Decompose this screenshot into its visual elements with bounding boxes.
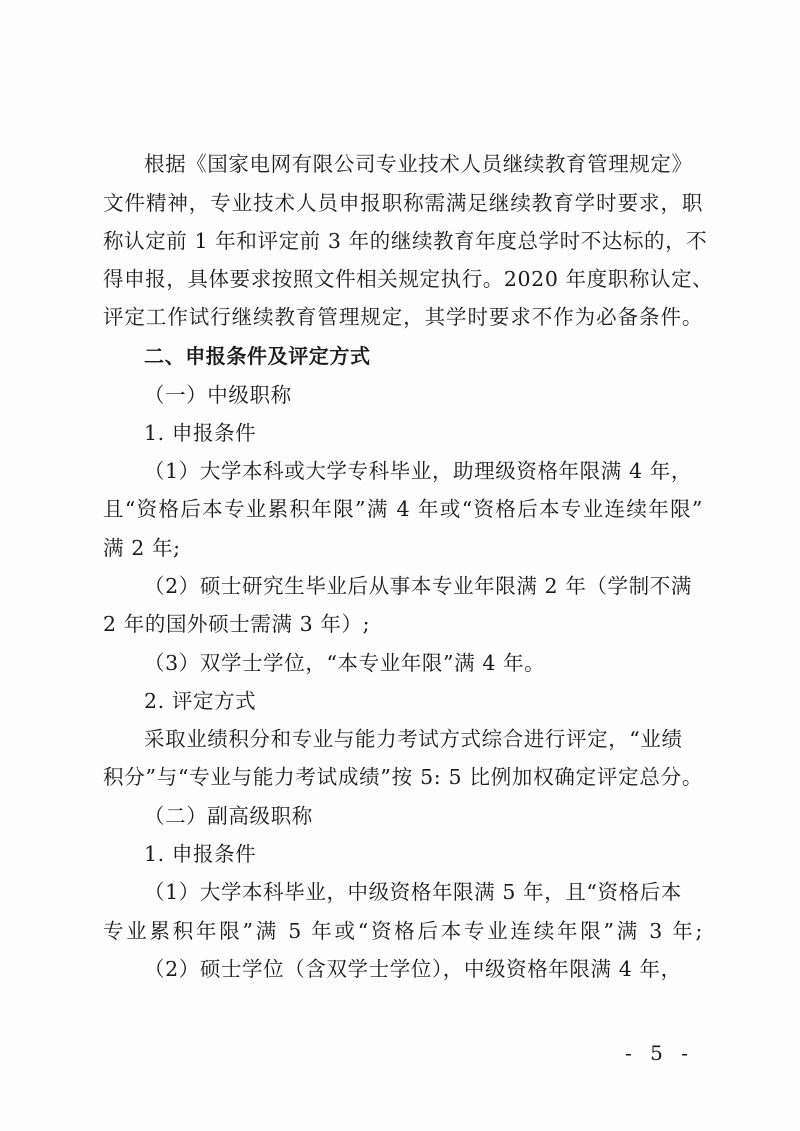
- subsection-heading: （二）副高级职称: [144, 804, 313, 828]
- paragraph-line: 评定工作试行继续教育管理规定，其学时要求不作为必备条件。: [103, 305, 703, 329]
- paragraph-line: 文件精神，专业技术人员申报职称需满足继续教育学时要求，职: [103, 191, 703, 215]
- subsection-heading: （一）中级职称: [144, 383, 292, 407]
- paragraph-line: 积分”与“专业与能力考试成绩”按 5: 5 比例加权确定评定总分。: [103, 765, 703, 789]
- paragraph-line: （2）硕士学位（含双学士学位），中级资格年限满 4 年，: [144, 957, 682, 981]
- section-heading: 二、申报条件及评定方式: [144, 344, 371, 368]
- item-heading: 1. 申报条件: [144, 842, 257, 866]
- paragraph-line: 得申报，具体要求按照文件相关规定执行。2020 年度职称认定、: [103, 267, 714, 291]
- paragraph-line: 2 年的国外硕士需满 3 年）;: [103, 612, 371, 636]
- page-number: - 5 -: [625, 1041, 694, 1065]
- paragraph-line: 根据《国家电网有限公司专业技术人员继续教育管理规定》: [144, 152, 693, 176]
- paragraph-line: （3）双学士学位，“本专业年限”满 4 年。: [144, 651, 546, 675]
- paragraph-line: 满 2 年;: [103, 536, 181, 560]
- paragraph-line: （1）大学本科毕业，中级资格年限满 5 年，且“资格后本: [144, 880, 682, 904]
- item-heading: 1. 申报条件: [144, 421, 257, 445]
- paragraph-line: 采取业绩积分和专业与能力考试方式综合进行评定，“业绩: [144, 727, 683, 751]
- paragraph-line: 专业累积年限”满 5 年或“资格后本专业连续年限”满 3 年;: [103, 919, 703, 943]
- paragraph-line: 称认定前 1 年和评定前 3 年的继续教育年度总学时不达标的，不: [103, 229, 708, 253]
- paragraph-line: （1）大学本科或大学专科毕业，助理级资格年限满 4 年，: [144, 459, 692, 483]
- paragraph-line: （2）硕士研究生毕业后从事本专业年限满 2 年（学制不满: [144, 574, 692, 598]
- item-heading: 2. 评定方式: [144, 689, 257, 713]
- paragraph-line: 且“资格后本专业累积年限”满 4 年或“资格后本专业连续年限”: [103, 497, 703, 521]
